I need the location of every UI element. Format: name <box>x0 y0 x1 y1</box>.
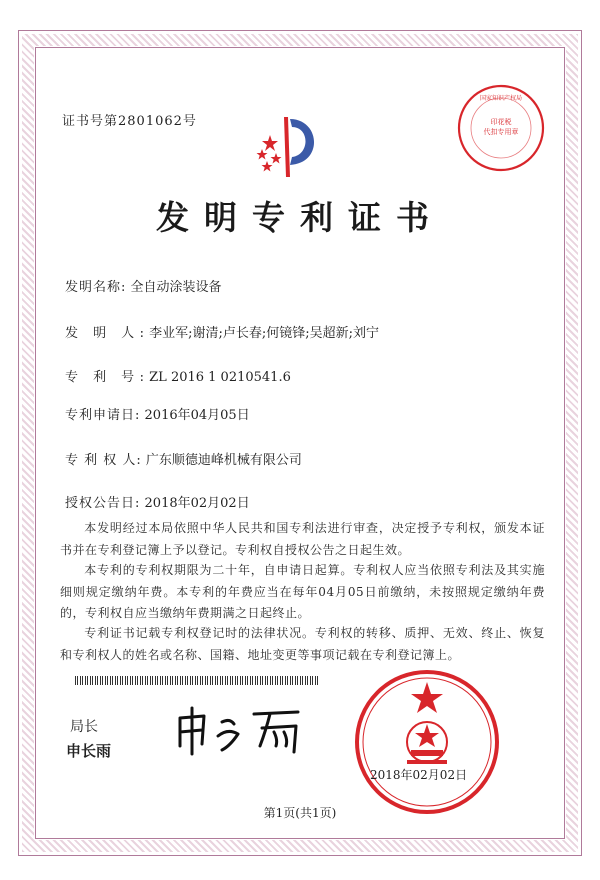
patent-office-logo <box>250 105 330 185</box>
patent-number-label: 专 利 号: <box>65 370 145 385</box>
invention-name-row <box>65 276 222 295</box>
page-number: 第1页(共1页) <box>263 806 337 820</box>
paragraph-status <box>60 623 545 666</box>
issue-date: 2018年02月02日 <box>370 768 468 782</box>
filing-date-label: 专利申请日: <box>65 408 141 423</box>
paragraph-term <box>60 560 545 625</box>
patentee-row <box>65 449 302 468</box>
inventors-row <box>65 322 379 341</box>
patentee-value: 广东顺德迪峰机械有限公司 <box>145 453 302 468</box>
state-ip-office-seal <box>353 668 501 816</box>
filing-date-value: 2016年04月05日 <box>144 408 250 423</box>
inventors-value: 李业军;谢清;卢长春;何镜锋;吴超新;刘宁 <box>149 326 380 341</box>
paragraph-status-text: 专利证书记载专利权登记时的法律状况。专利权的转移、质押、无效、终止、恢复和专利权人的姓名或名称、国籍、地址变更等事项记载在专利登记簿上。 <box>60 626 545 662</box>
invention-name-label: 发明名称: <box>65 280 127 295</box>
grant-date-label: 授权公告日: <box>65 496 141 511</box>
svg-text:代扣专用章: 代扣专用章 <box>483 128 519 136</box>
grant-date-value: 2018年02月02日 <box>144 496 250 511</box>
paragraph-grant <box>60 518 545 561</box>
paragraph-grant-text: 本发明经过本局依照中华人民共和国专利法进行审查，决定授予专利权，颁发本证书并在专利登记簿上予以登记。专利权自授权公告之日起生效。 <box>60 521 545 557</box>
inventors-label: 发 明 人: <box>65 326 145 341</box>
signatory-title: 局长 <box>70 719 98 735</box>
patent-number-row <box>65 366 291 385</box>
agency-seal <box>455 82 547 174</box>
document-title: 发明专利证书 <box>156 198 444 237</box>
svg-text:印花税: 印花税 <box>490 118 512 126</box>
grant-date-row <box>65 492 250 511</box>
handwritten-signature <box>170 700 310 760</box>
certificate-number: 证书号第2801062号 <box>62 114 197 129</box>
paragraph-term-text: 本专利的专利权期限为二十年，自申请日起算。专利权人应当依照专利法及其实施细则规定缴纳年费。本专利的年费应当在每年04月05日前缴纳，未按照规定缴纳年费的，专利权自应当缴纳年费期满之日起终止。 <box>60 563 545 620</box>
patent-number-value: ZL 2016 1 0210541.6 <box>149 370 291 385</box>
filing-date-row <box>65 404 250 423</box>
signatory-name: 申长雨 <box>66 742 112 760</box>
barcode <box>75 676 320 685</box>
svg-text:国家知识产权局: 国家知识产权局 <box>479 95 523 102</box>
invention-name-value: 全自动涂装设备 <box>130 280 222 295</box>
patentee-label: 专 利 权 人: <box>65 453 142 468</box>
